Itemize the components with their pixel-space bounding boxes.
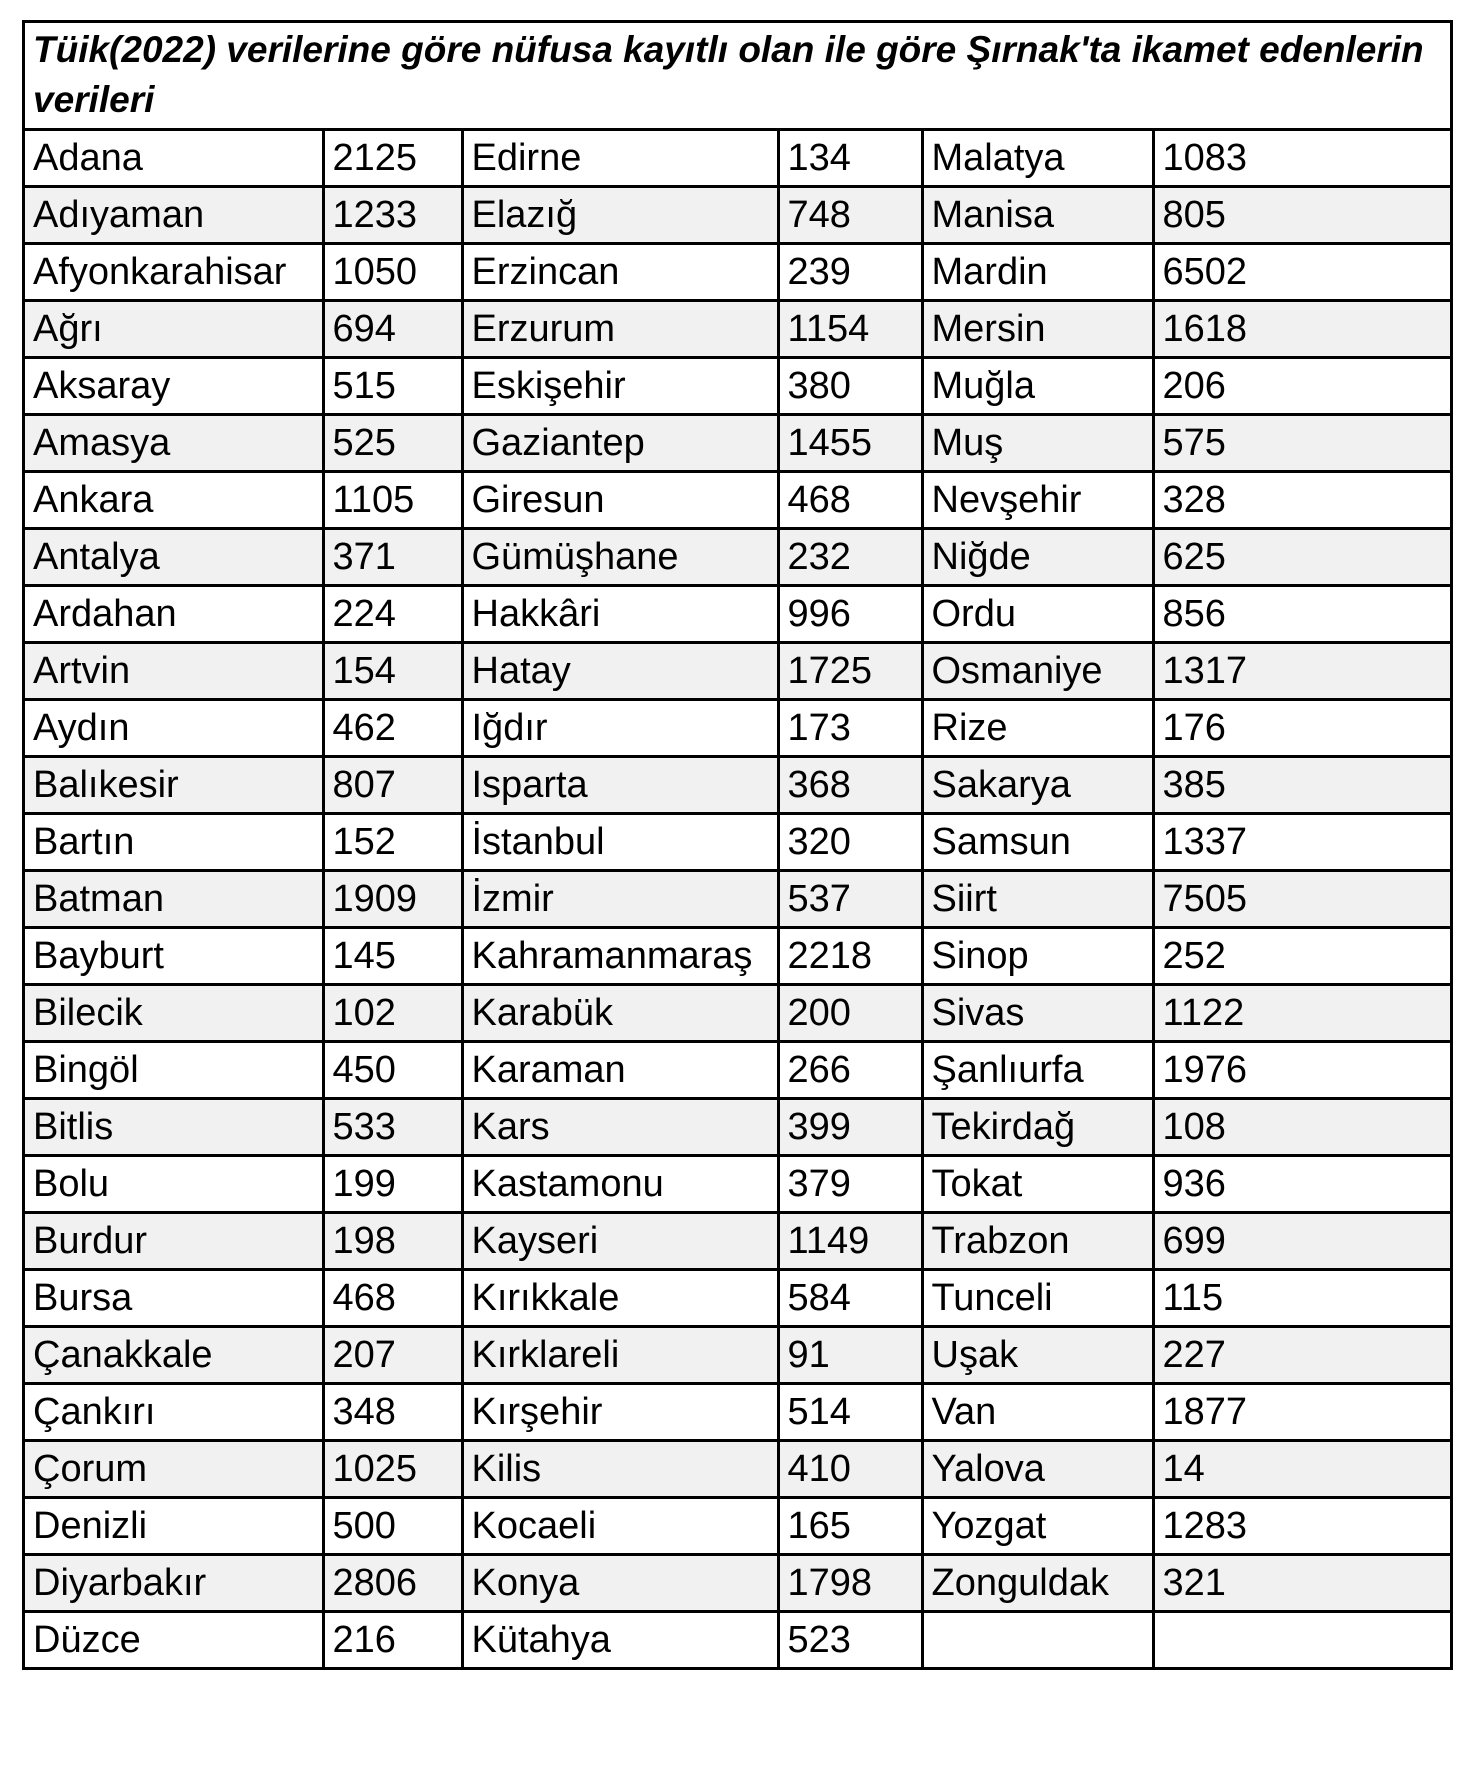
province-name-cell: Nevşehir (922, 472, 1153, 529)
province-name-cell: Kırşehir (462, 1384, 778, 1441)
province-name-cell (922, 1612, 1153, 1668)
province-name-cell: Bingöl (25, 1042, 323, 1099)
population-count-cell: 154 (323, 643, 462, 700)
province-name-cell: Diyarbakır (25, 1555, 323, 1612)
province-name-cell: Osmaniye (922, 643, 1153, 700)
population-count-cell: 2218 (778, 928, 922, 985)
province-name-cell: Ardahan (25, 586, 323, 643)
population-count-cell: 523 (778, 1612, 922, 1668)
province-name-cell: Karabük (462, 985, 778, 1042)
province-name-cell: Balıkesir (25, 757, 323, 814)
table-row (25, 1213, 1450, 1270)
province-name-cell: Batman (25, 871, 323, 928)
population-count-cell: 207 (323, 1327, 462, 1384)
population-count-cell: 1025 (323, 1441, 462, 1498)
province-name-cell: Kırıkkale (462, 1270, 778, 1327)
province-name-cell: Gümüşhane (462, 529, 778, 586)
population-count-cell: 108 (1153, 1099, 1450, 1156)
population-count-cell: 152 (323, 814, 462, 871)
population-count-cell: 575 (1153, 415, 1450, 472)
province-name-cell: İstanbul (462, 814, 778, 871)
province-name-cell: Elazığ (462, 187, 778, 244)
province-name-cell: Ağrı (25, 301, 323, 358)
population-count-cell: 2806 (323, 1555, 462, 1612)
table-row (25, 358, 1450, 415)
population-count-cell: 1083 (1153, 131, 1450, 187)
population-count-cell: 134 (778, 131, 922, 187)
population-count-cell: 216 (323, 1612, 462, 1668)
population-count-cell: 227 (1153, 1327, 1450, 1384)
province-name-cell: Sinop (922, 928, 1153, 985)
province-name-cell: Ordu (922, 586, 1153, 643)
province-name-cell: Kilis (462, 1441, 778, 1498)
table-row (25, 1042, 1450, 1099)
population-count-cell: 7505 (1153, 871, 1450, 928)
population-count-cell: 206 (1153, 358, 1450, 415)
population-count-cell: 694 (323, 301, 462, 358)
table-row (25, 187, 1450, 244)
population-count-cell: 699 (1153, 1213, 1450, 1270)
province-name-cell: Bartın (25, 814, 323, 871)
province-name-cell: Antalya (25, 529, 323, 586)
province-name-cell: Kahramanmaraş (462, 928, 778, 985)
population-count-cell: 165 (778, 1498, 922, 1555)
province-name-cell: Sivas (922, 985, 1153, 1042)
population-count-cell: 525 (323, 415, 462, 472)
province-name-cell: Bursa (25, 1270, 323, 1327)
province-name-cell: Gaziantep (462, 415, 778, 472)
population-count-cell: 6502 (1153, 244, 1450, 301)
population-count-cell: 584 (778, 1270, 922, 1327)
province-name-cell: Muş (922, 415, 1153, 472)
province-name-cell: Ankara (25, 472, 323, 529)
province-name-cell: Bayburt (25, 928, 323, 985)
population-count-cell: 537 (778, 871, 922, 928)
province-name-cell: Adıyaman (25, 187, 323, 244)
population-count-cell: 1317 (1153, 643, 1450, 700)
population-count-cell: 199 (323, 1156, 462, 1213)
province-name-cell: Zonguldak (922, 1555, 1153, 1612)
table-row (25, 301, 1450, 358)
population-count-cell: 807 (323, 757, 462, 814)
population-count-cell: 91 (778, 1327, 922, 1384)
province-name-cell: Aydın (25, 700, 323, 757)
province-name-cell: Bolu (25, 1156, 323, 1213)
province-name-cell: Denizli (25, 1498, 323, 1555)
province-name-cell: Niğde (922, 529, 1153, 586)
population-count-cell: 515 (323, 358, 462, 415)
population-count-cell: 533 (323, 1099, 462, 1156)
population-count-cell: 328 (1153, 472, 1450, 529)
population-count-cell: 1233 (323, 187, 462, 244)
table-row (25, 1498, 1450, 1555)
province-name-cell: Artvin (25, 643, 323, 700)
province-name-cell: Karaman (462, 1042, 778, 1099)
province-name-cell: Muğla (922, 358, 1153, 415)
province-name-cell: Bitlis (25, 1099, 323, 1156)
population-count-cell: 399 (778, 1099, 922, 1156)
province-name-cell: Kayseri (462, 1213, 778, 1270)
population-count-cell: 1122 (1153, 985, 1450, 1042)
population-count-cell: 1105 (323, 472, 462, 529)
province-name-cell: Siirt (922, 871, 1153, 928)
population-count-cell: 462 (323, 700, 462, 757)
province-name-cell: Erzurum (462, 301, 778, 358)
table-row (25, 643, 1450, 700)
province-name-cell: Iğdır (462, 700, 778, 757)
population-count-cell: 625 (1153, 529, 1450, 586)
population-count-cell: 348 (323, 1384, 462, 1441)
province-name-cell: Isparta (462, 757, 778, 814)
table-row (25, 131, 1450, 187)
population-count-cell: 1798 (778, 1555, 922, 1612)
population-count-cell: 198 (323, 1213, 462, 1270)
province-name-cell: Malatya (922, 131, 1153, 187)
population-count-cell: 1050 (323, 244, 462, 301)
population-count-cell (1153, 1612, 1450, 1668)
population-count-cell: 176 (1153, 700, 1450, 757)
table-row (25, 1156, 1450, 1213)
population-count-cell: 1283 (1153, 1498, 1450, 1555)
province-name-cell: Amasya (25, 415, 323, 472)
table-row (25, 985, 1450, 1042)
province-name-cell: Van (922, 1384, 1153, 1441)
province-name-cell: Afyonkarahisar (25, 244, 323, 301)
province-name-cell: Uşak (922, 1327, 1153, 1384)
population-count-cell: 173 (778, 700, 922, 757)
table-row (25, 814, 1450, 871)
province-name-cell: Mersin (922, 301, 1153, 358)
population-count-cell: 239 (778, 244, 922, 301)
province-name-cell: Konya (462, 1555, 778, 1612)
province-name-cell: Adana (25, 131, 323, 187)
province-name-cell: Şanlıurfa (922, 1042, 1153, 1099)
province-name-cell: Erzincan (462, 244, 778, 301)
province-name-cell: Kütahya (462, 1612, 778, 1668)
province-name-cell: Tekirdağ (922, 1099, 1153, 1156)
table-row (25, 757, 1450, 814)
population-count-cell: 468 (323, 1270, 462, 1327)
province-name-cell: Çanakkale (25, 1327, 323, 1384)
population-count-cell: 232 (778, 529, 922, 586)
table-row (25, 1099, 1450, 1156)
population-count-cell: 200 (778, 985, 922, 1042)
population-count-cell: 252 (1153, 928, 1450, 985)
population-count-cell: 450 (323, 1042, 462, 1099)
population-count-cell: 2125 (323, 131, 462, 187)
table-row (25, 1270, 1450, 1327)
population-count-cell: 805 (1153, 187, 1450, 244)
table-row (25, 1612, 1450, 1668)
province-name-cell: Hatay (462, 643, 778, 700)
province-name-cell: Eskişehir (462, 358, 778, 415)
population-count-cell: 266 (778, 1042, 922, 1099)
province-name-cell: Edirne (462, 131, 778, 187)
province-name-cell: Aksaray (25, 358, 323, 415)
population-count-cell: 385 (1153, 757, 1450, 814)
population-count-cell: 320 (778, 814, 922, 871)
population-count-cell: 514 (778, 1384, 922, 1441)
province-name-cell: Samsun (922, 814, 1153, 871)
population-count-cell: 321 (1153, 1555, 1450, 1612)
population-count-cell: 936 (1153, 1156, 1450, 1213)
province-name-cell: Çankırı (25, 1384, 323, 1441)
province-name-cell: Yalova (922, 1441, 1153, 1498)
province-name-cell: Bilecik (25, 985, 323, 1042)
province-name-cell: Hakkâri (462, 586, 778, 643)
population-count-cell: 1455 (778, 415, 922, 472)
population-count-cell: 371 (323, 529, 462, 586)
table-row (25, 1555, 1450, 1612)
table-row (25, 472, 1450, 529)
population-count-cell: 1618 (1153, 301, 1450, 358)
population-count-cell: 996 (778, 586, 922, 643)
province-name-cell: Çorum (25, 1441, 323, 1498)
table-row (25, 871, 1450, 928)
province-name-cell: Yozgat (922, 1498, 1153, 1555)
table-row (25, 529, 1450, 586)
population-count-cell: 748 (778, 187, 922, 244)
province-name-cell: Kırklareli (462, 1327, 778, 1384)
data-table (22, 20, 1453, 1670)
province-table (25, 131, 1450, 1667)
population-count-cell: 468 (778, 472, 922, 529)
province-name-cell: Kocaeli (462, 1498, 778, 1555)
table-row (25, 586, 1450, 643)
province-name-cell: Düzce (25, 1612, 323, 1668)
population-count-cell: 1909 (323, 871, 462, 928)
province-name-cell: Rize (922, 700, 1153, 757)
table-row (25, 1441, 1450, 1498)
population-count-cell: 14 (1153, 1441, 1450, 1498)
population-count-cell: 410 (778, 1441, 922, 1498)
population-count-cell: 379 (778, 1156, 922, 1213)
population-count-cell: 145 (323, 928, 462, 985)
population-count-cell: 1725 (778, 643, 922, 700)
population-count-cell: 1149 (778, 1213, 922, 1270)
table-row (25, 700, 1450, 757)
province-name-cell: Sakarya (922, 757, 1153, 814)
population-count-cell: 1976 (1153, 1042, 1450, 1099)
province-name-cell: Manisa (922, 187, 1153, 244)
table-title: Tüik(2022) verilerine göre nüfusa kayıtlı olan ile göre Şırnak'ta ikamet edenlerin verileri (25, 23, 1450, 131)
province-name-cell: Burdur (25, 1213, 323, 1270)
population-count-cell: 500 (323, 1498, 462, 1555)
population-count-cell: 856 (1153, 586, 1450, 643)
province-name-cell: Trabzon (922, 1213, 1153, 1270)
table-row (25, 415, 1450, 472)
table-row (25, 244, 1450, 301)
province-name-cell: Mardin (922, 244, 1153, 301)
province-name-cell: Kastamonu (462, 1156, 778, 1213)
province-name-cell: İzmir (462, 871, 778, 928)
province-name-cell: Tokat (922, 1156, 1153, 1213)
population-count-cell: 1877 (1153, 1384, 1450, 1441)
table-row (25, 1384, 1450, 1441)
table-row (25, 928, 1450, 985)
province-name-cell: Kars (462, 1099, 778, 1156)
population-count-cell: 115 (1153, 1270, 1450, 1327)
population-count-cell: 380 (778, 358, 922, 415)
population-count-cell: 224 (323, 586, 462, 643)
table-row (25, 1327, 1450, 1384)
population-count-cell: 368 (778, 757, 922, 814)
population-count-cell: 1154 (778, 301, 922, 358)
population-count-cell: 1337 (1153, 814, 1450, 871)
table-body (25, 131, 1450, 1667)
population-count-cell: 102 (323, 985, 462, 1042)
province-name-cell: Giresun (462, 472, 778, 529)
province-name-cell: Tunceli (922, 1270, 1153, 1327)
